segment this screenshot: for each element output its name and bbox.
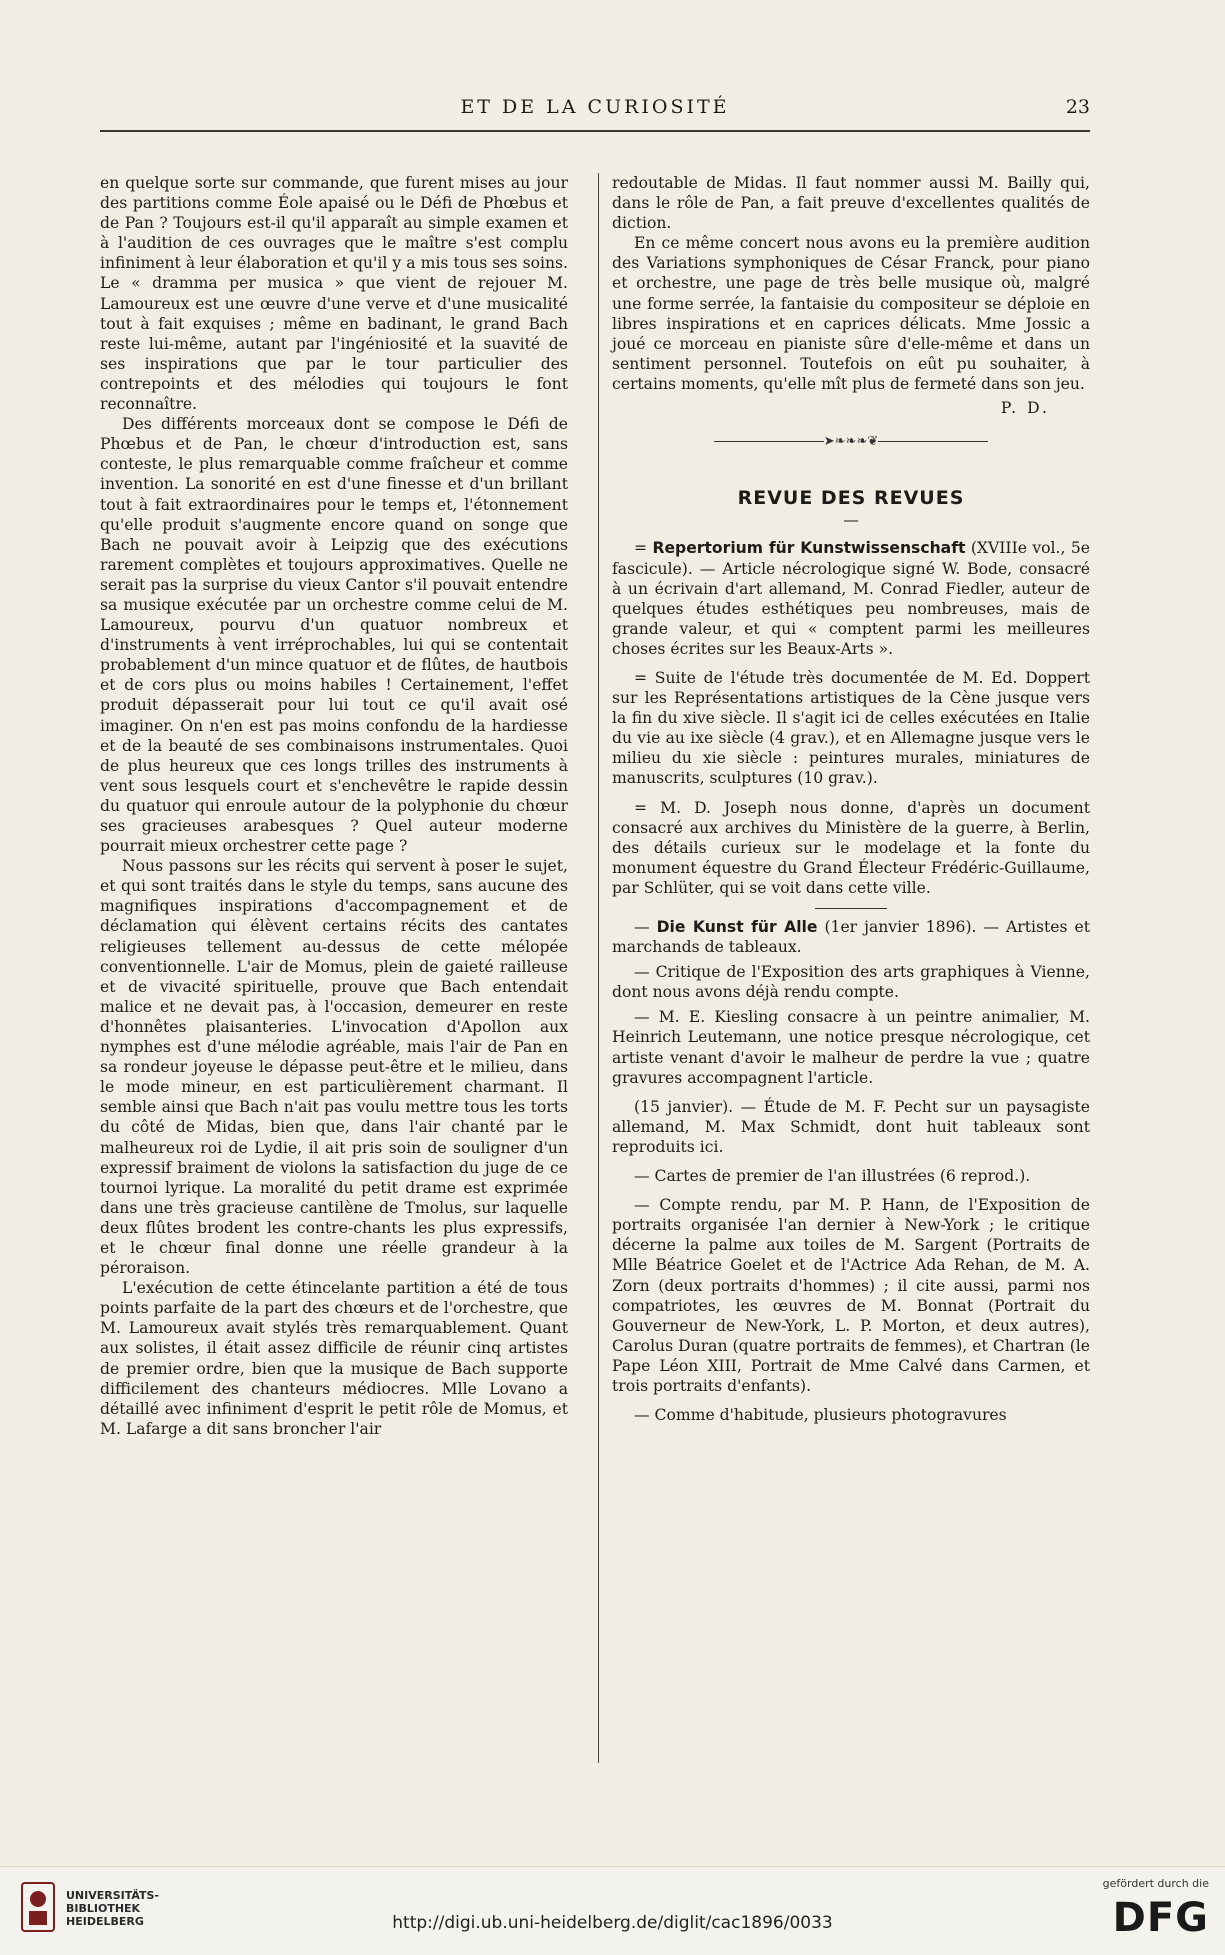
left-paragraph-3: Nous passons sur les récits qui servent à poser le sujet, et qui sont traités dans le style du temps, sans aucune des magnifiques inspirations d'accompagnement et de déclamation qui élèvent certains récits des cantates religieuses tellement au-dessus de cette mélopée conventionnelle. L'air de Momus, plein de gaieté railleuse et de vivacité spirituelle, prouve que Bach entendait malice et ne devait pas, à l'occasion, demeurer en reste d'honnêtes plaisanteries. L'invocation d'Apollon aux nymphes est d'une mélodie agréable, mais l'air de Pan en sa rondeur joyeuse le dépasse peut-être et le milieu, dans le mode mineur, en est particulièrement charmant. Il semble ainsi que Bach n'ait pas voulu mettre tous les torts du côté de Midas, bien que, dans l'air chanté par le malheureux roi de Lydie, il ait pris soin de souligner d'un expressif braiment de violons la satisfaction du juge de ce tournoi lyrique. La moralité du petit drame est exprimée dans une très gracieuse cantilène de Tmolus, sur laquelle deux flûtes brodent les contre-chants les plus expressifs, et le chœur final donne une réelle grandeur à la péroraison. <box>100 857 568 1278</box>
fleuron-divider <box>612 432 1090 452</box>
fleuron-ornament-icon: ➤❧❧❧❦ <box>823 434 879 450</box>
review-kunst-fur-alle <box>612 917 1090 957</box>
right-paragraph-2: En ce même concert nous avons eu la première audition des Variations symphoniques de César Franck, pour piano et orchestre, une page de très belle musique où, malgré une forme serrée, la fantaisie du compositeur se déploie en libres inspirations et en caprices délicats. Mme Jossic a joué ce morceau en pianiste sûre d'elle-même et dans un sentiment personnel. Toutefois on eût pu souhaiter, à certains moments, qu'elle mît plus de fermeté dans son jeu. <box>612 234 1090 393</box>
left-column <box>100 173 568 1439</box>
running-head <box>100 96 1090 132</box>
column-divider <box>598 173 599 1763</box>
review-item: — Compte rendu, par M. P. Hann, de l'Exposition de portraits organisée l'an dernier à New-York ; le critique décerne la palme aux toiles de M. Sargent (Portraits de Mlle Béatrice Goelet et de l'Actrice Ada Rehan, de M. A. Zorn (deux portraits d'hommes) ; il cite aussi, parmi nos compatriotes, les œuvres de M. Bonnat (Portrait du Gouverneur de New-York, L. P. Morton, et deux autres), Carolus Duran (quatre portraits de femmes), et Chartran (le Pape Léon XIII, Portrait de Mme Calvé dans Carmen, et trois portraits d'enfants). <box>612 1196 1090 1395</box>
short-rule <box>815 908 887 909</box>
journal-title-repertorium: Repertorium für Kunstwissenschaft <box>652 539 966 558</box>
dfg-note: gefördert durch die <box>1102 1877 1209 1890</box>
review-item: — Critique de l'Exposition des arts graphiques à Vienne, dont nous avons déjà rendu compte. <box>612 963 1090 1002</box>
journal-title-kunst: Die Kunst für Alle <box>656 918 818 936</box>
review-kunst-text: (1er janvier 1896). — Artistes et marchands de tableaux. <box>612 918 1090 957</box>
section-title: REVUE DES REVUES <box>737 487 965 510</box>
page-number: 23 <box>1065 96 1090 118</box>
right-column <box>612 173 1090 1425</box>
review-item: (15 janvier). — Étude de M. F. Pecht sur un paysagiste allemand, M. Max Schmidt, dont huit tableaux sont reproduits ici. <box>612 1097 1090 1156</box>
review-repertorium <box>612 538 1090 659</box>
dfg-logo: DFG <box>1112 1895 1209 1941</box>
review-repertorium-text: (XVIIIe vol., 5e fascicule). — Article nécrologique signé W. Bode, consacré à un écrivain d'art allemand, M. Conrad Fiedler, auteur de quelques études esthétiques peu nombreuses, mais de grande valeur, et qui « comptent parmi les meilleures choses écrites sur les Beaux-Arts ». <box>612 539 1090 658</box>
review-lead: = <box>634 539 653 558</box>
review-joseph: = M. D. Joseph nous donne, d'après un document consacré aux archives du Ministère de la guerre, à Berlin, des détails curieux sur le modelage et la fonte du monument équestre du Grand Électeur Frédéric-Guillaume, par Schlüter, qui se voit dans cette ville. <box>612 798 1090 897</box>
review-item: — M. E. Kiesling consacre à un peintre animalier, M. Heinrich Leutemann, une notice presque nécrologique, cet artiste venant d'avoir le malheur de perdre la vue ; quatre gravures accompagnent l'article. <box>612 1008 1090 1087</box>
review-doppert: = Suite de l'étude très documentée de M. Ed. Doppert sur les Représentations artistiques de la Cène jusque vers la fin du xive siècle. Il s'agit ici de celles exécutées en Italie du vie au ixe siècle (4 grav.), et en Allemagne jusque vers le milieu du xie siècle : peintures murales, miniatures de manuscrits, sculptures (10 grav.). <box>612 668 1090 788</box>
left-paragraph-4: L'exécution de cette étincelante partition a été de tous points parfaite de la part des chœurs et de l'orchestre, que M. Lamoureux avait stylés très remarquablement. Quant aux solistes, il était assez difficile de réunir cinq artistes de premier ordre, bien que la musique de Bach supporte difficilement des chanteurs médiocres. Mlle Lovano a détaillé avec infiniment d'esprit le petit rôle de Momus, et M. Lafarge a dit sans broncher l'air <box>100 1279 568 1438</box>
signature: P. D. <box>1000 399 1050 418</box>
section-dash: — <box>843 511 859 530</box>
university-name: UNIVERSITÄTS- BIBLIOTHEK HEIDELBERG <box>66 1889 160 1928</box>
running-head-title: ET DE LA CURIOSITÉ <box>460 96 730 118</box>
source-url-link[interactable]: http://digi.ub.uni-heidelberg.de/diglit/cac1896/0033 <box>392 1913 833 1933</box>
review-lead: — <box>634 918 657 936</box>
review-item: — Cartes de premier de l'an illustrées (6 reprod.). <box>634 1167 1031 1186</box>
review-item: — Comme d'habitude, plusieurs photogravures <box>634 1406 1007 1425</box>
left-paragraph-1: en quelque sorte sur commande, que furent mises au jour des partitions comme Éole apaisé ou le Défi de Phœbus et de Pan ? Toujours est-il qu'il apparaît au simple examen et à l'audition de ces ouvrages que le maître s'est complu infiniment à leur élaboration et qu'il y a mis tous ses soins. Le « dramma per musica » que vient de rejouer M. Lamoureux est une œuvre d'une verve et d'une musicalité tout à fait exquises ; même en badinant, le grand Bach reste lui-même, autant par l'ingéniosité et la suavité de ses inspirations que par le tour particulier des contrepoints et des mélodies qui toujours le font reconnaître. <box>100 174 568 414</box>
footer-bar <box>0 1866 1225 1955</box>
left-paragraph-2: Des différents morceaux dont se compose le Défi de Phœbus et de Pan, le chœur d'introduction est, sans conteste, le plus remarquable comme fraîcheur et comme invention. La sonorité en est d'une finesse et d'un brillant tout à fait extraordinaires pour le temps et, l'étonnement qu'elle produit s'augmente encore quand on songe que Bach ne pouvait avoir à Leipzig que des exécutions rarement complètes et toujours approximatives. Quelle ne serait pas la surprise du vieux Cantor s'il pouvait entendre sa musique exécutée par un orchestre comme celui de M. Lamoureux, pourvu d'un quatuor nombreux et d'instruments à vent irréprochables, lui qui se contentait probablement d'un mince quatuor et de flûtes, de hautbois et de cors plus ou moins habiles ! Certainement, l'effet produit dépasserait pour lui tout ce qu'il avait osé imaginer. On n'en est pas moins confondu de la hardiesse et de la beauté de ses combinaisons instrumentales. Quoi de plus heureux que ces longs trilles des instruments à vent sous lesquels court et s'enchevêtre le rapide dessin du quatuor qui enroule autour de la polyphonie du chœur ses gracieuses arabesques ? Quel auteur moderne pourrait mieux orchestrer cette page ? <box>100 415 568 856</box>
right-paragraph-1: redoutable de Midas. Il faut nommer aussi M. Bailly qui, dans le rôle de Pan, a fait preuve d'excellentes qualités de diction. <box>612 174 1090 233</box>
